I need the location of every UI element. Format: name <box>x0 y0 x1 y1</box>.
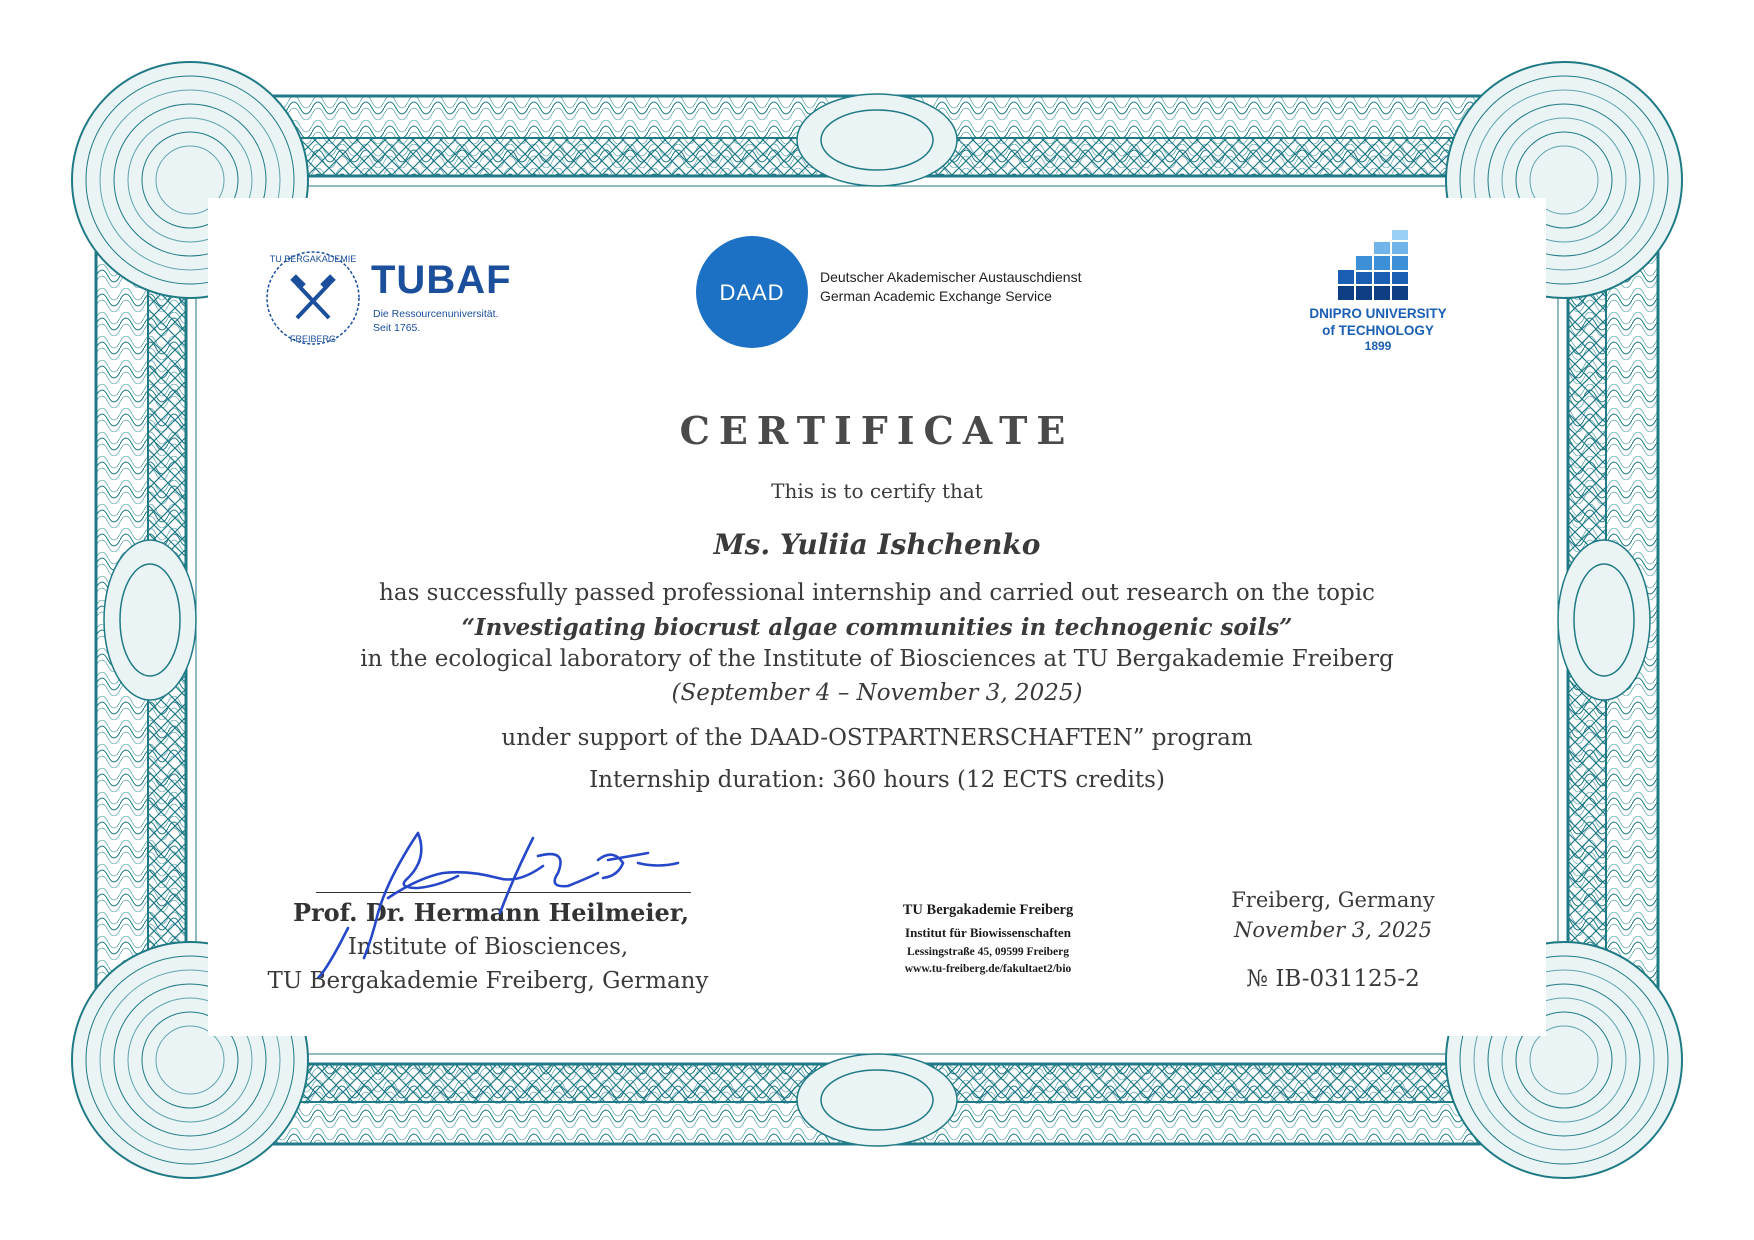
signatory-name: Prof. Dr. Hermann Heilmeier, <box>292 898 690 927</box>
daad-name-german: Deutscher Akademischer Austauschdienst <box>820 269 1082 285</box>
certificate-number: № IB-031125-2 <box>1246 966 1420 992</box>
internship-duration: Internship duration: 360 hours (12 ECTS credits) <box>589 767 1165 793</box>
stamp-address: Lessingstraße 45, 09599 Freiberg <box>906 946 1070 958</box>
recipient-name: Ms. Yuliia Ishchenko <box>713 528 1041 561</box>
tubaf-seal-text-top: TU BERGAKADEMIE <box>269 254 357 264</box>
dnipro-name-line-1: DNIPRO UNIVERSITY <box>1309 306 1447 321</box>
certificate-title: CERTIFICATE <box>679 408 1075 453</box>
signatory-institute: Institute of Biosciences, <box>347 934 629 960</box>
signatory-university: TU Bergakademie Freiberg, Germany <box>267 968 709 994</box>
dnipro-name-line-2: of TECHNOLOGY <box>1322 323 1434 338</box>
handwritten-signature <box>268 818 698 978</box>
daad-circle-text: DAAD <box>719 280 785 305</box>
certificate-body <box>208 198 1546 1036</box>
issue-date: November 3, 2025 <box>1234 918 1432 942</box>
issue-place: Freiberg, Germany <box>1231 888 1435 912</box>
institute-stamp <box>863 902 1113 975</box>
daad-circle-icon <box>696 236 808 348</box>
tubaf-seal-icon <box>263 248 363 348</box>
stamp-website: www.tu-freiberg.de/fakultaet2/bio <box>904 963 1072 975</box>
daad-name-english: German Academic Exchange Service <box>820 288 1052 304</box>
tubaf-logo <box>263 248 523 358</box>
internship-dates: (September 4 – November 3, 2025) <box>671 680 1083 706</box>
program-support-line: under support of the DAAD-OSTPARTNERSCHAFTEN” program <box>501 725 1253 751</box>
dnipro-year: 1899 <box>1364 339 1392 353</box>
dnipro-bars-icon <box>1328 230 1428 300</box>
tubaf-since: Seit 1765. <box>373 322 421 334</box>
tubaf-seal-text-bottom: FREIBERG <box>289 334 337 344</box>
stamp-university: TU Bergakademie Freiberg <box>902 902 1074 918</box>
daad-logo <box>696 236 1176 356</box>
tubaf-tagline: Die Ressourcenuniversität. <box>373 308 499 320</box>
certify-line: This is to certify that <box>771 479 983 503</box>
tubaf-name: TUBAF <box>371 258 512 302</box>
laboratory-line: in the ecological laboratory of the Institute of Biosciences at TU Bergakademie Freiberg <box>360 646 1394 672</box>
stamp-institute: Institut für Biowissenschaften <box>905 925 1071 940</box>
dnipro-university-logo <box>1283 230 1473 370</box>
achievement-line: has successfully passed professional internship and carried out research on the topic <box>379 580 1375 606</box>
research-topic: “Investigating biocrust algae communities in technogenic soils” <box>461 614 1293 641</box>
